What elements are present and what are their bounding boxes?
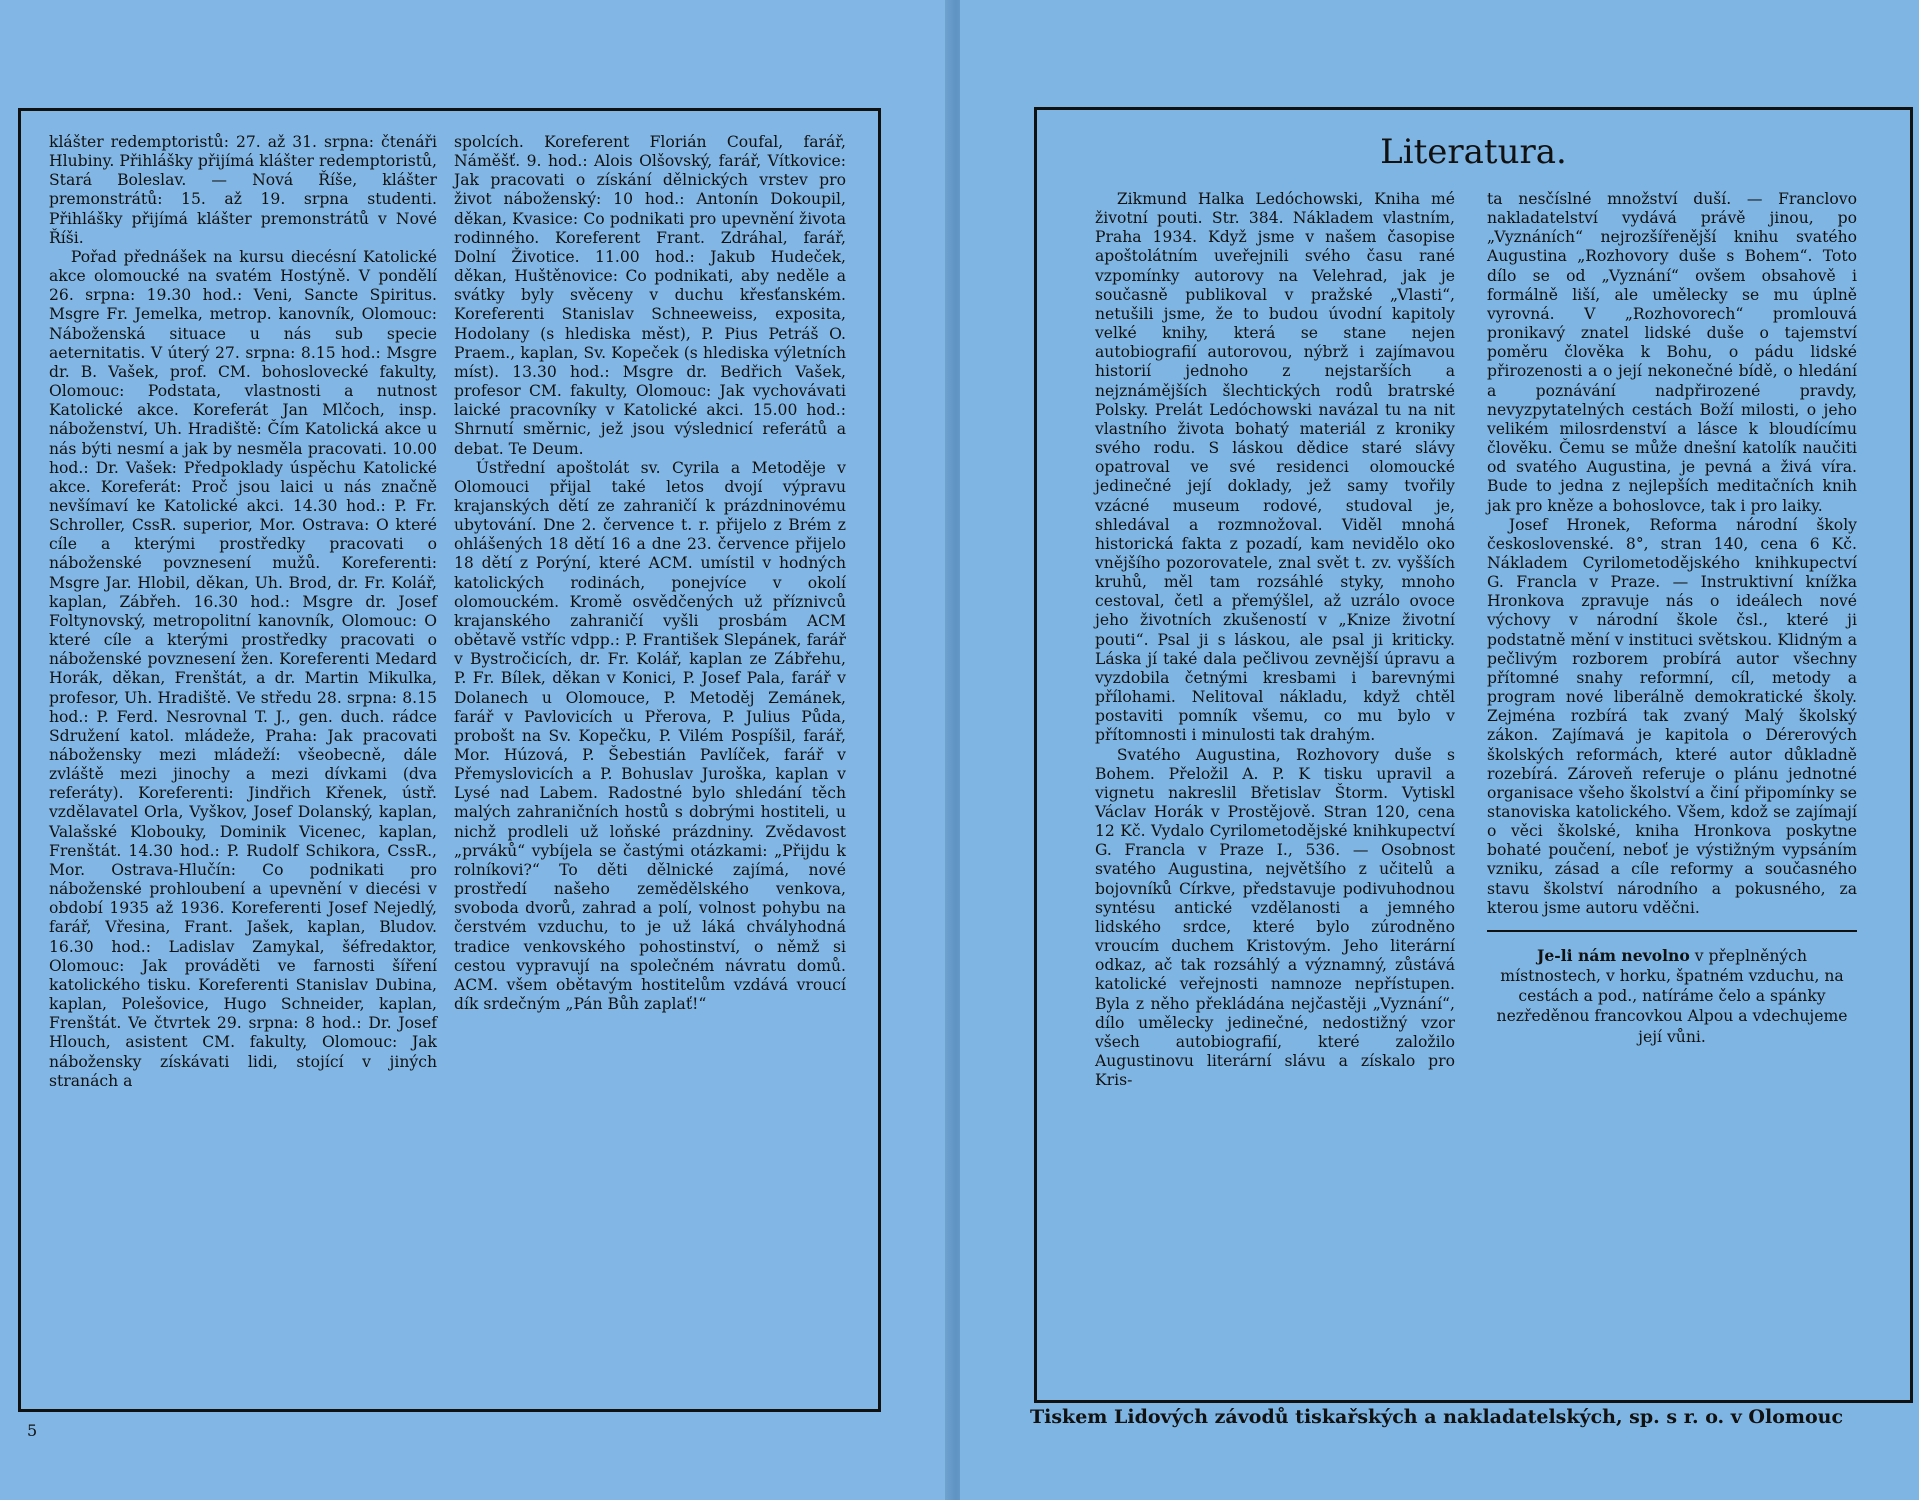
printer-imprint: Tiskem Lidových závodů tiskařských a nakladatelských, sp. s r. o. v Olomouc [1030,1406,1844,1428]
left-page-frame [18,108,881,1412]
page-title: Literatura. [1380,132,1567,172]
left-page [0,0,950,1500]
paragraph-lecture-schedule: Pořad přednášek na kursu diecésní Katolické akce olomoucké na svatém Hostýně. V pondělí 26. srpna: 19.30 hod.: Veni, Sancte Spiritus. Msgre Fr. Jemelka, metrop. kanovník, Olomouc: Náboženská situace u nás sub specie aeternitatis. V úterý 27. srpna: 8.15 hod.: Msgre dr. B. Vašek, prof. CM. bohoslovecké fakulty, Olomouc: Podstata, vlastnosti a nutnost Katolické akce. Koreferát Jan Mlčoch, insp. náboženství, Uh. Hradiště: Čím Katolická akce u nás býti nesmí a jak by nesměla pracovati. 10.00 hod.: Dr. Vašek: Předpoklady úspěchu Katolické akce. Koreferát: Proč jsou laici u nás značně nevšímaví ke Katolické akci. 14.30 hod.: P. Fr. Schroller, CssR. superior, Mor. Ostrava: O které cíle a kterými prostředky pracovati o náboženské povznesení mužů. Koreferenti: Msgre Jar. Hlobil, děkan, Uh. Brod, dr. Fr. Kolář, kaplan, Zábřeh. 16.30 hod.: Msgre dr. Josef Foltynovský, metropolitní kanovník, Olomouc: O které cíle a kterými prostředky pracovati o náboženské povznesení žen. Koreferenti Medard Horák, děkan, Frenštát, a dr. Martin Mikulka, profesor, Uh. Hradiště. Ve středu 28. srpna: 8.15 hod.: P. Ferd. Nesrovnal T. J., gen. duch. rádce Sdružení katol. mládeže, Praha: Jak pracovati nábožensky mezi mládeží: všeobecně, dále zvláště mezi jinochy a mezi dívkami (dva referáty). Koreferenti: Jindřich Křenek, ústř. vzdělavatel Orla, Vyškov, Josef Dolanský, kaplan, Valašské Klobouky, Dominik Vicenec, kaplan, Frenštát. 14.30 hod.: P. Rudolf Schikora, CssR., Mor. Ostrava-Hlučín: Co podnikati pro náboženské prohloubení a upevnění v diecési v období 1935 až 1936. Koreferenti Josef Nejedlý, farář, Vřesina, Frant. Jašek, kaplan, Bludov. 16.30 hod.: Ladislav Zamykal, šéfredaktor, Olomouc: Jak prováděti ve farnosti šíření katolického tisku. Koreferenti Stanislav Dubina, kaplan, Polešovice, Hugo Schneider, kaplan, Frenštát. Ve čtvrtek 29. srpna: 8 hod.: Dr. Josef Hlouch, asistent CM. fakulty, Olomouc: Jak nábožensky získávati lidi, stojící v jiných stranách a [49,247,437,1090]
review-augustine: Svatého Augustina, Rozhovory duše s Bohem. Přeložil A. P. K tisku upravil a vignetu nakreslil Břetislav Štorm. Vytiskl Václav Horák v Prostějově. Stran 120, cena 12 Kč. Vydalo Cyrilometodějské knihkupectví G. Francla v Praze I., 536. — Osobnost svatého Augustina, největšího z učitelů a bojovníků Církve, představuje podivuhodnou syntésu antické vzdělanosti a jemného lidského srdce, které bylo zúrodněno vroucím duchem Kristovým. Jeho literární odkaz, ač tak rozsáhlý a významný, zůstává katolické veřejnosti namnoze nepřístupen. Byla z něho překládána nejčastěji „Vyznání“, dílo umělecky jedinečné, nedostižný vzor všech autobiografií, které založilo Augustinovu literární slávu a získalo pro Kris- [1095,745,1455,1090]
francovka-advert [1487,946,1857,1047]
advert-text: v přeplněných místnostech, v horku, špatném vzduchu, na cestách a pod., natíráme čelo a spánky nezředěnou francovkou Alpou a vdechujeme její vůni. [1496,946,1848,1046]
section-divider [1487,930,1857,932]
left-column-2 [454,133,846,1014]
review-ledochowski: Zikmund Halka Ledóchowski, Kniha mé životní pouti. Str. 384. Nákladem vlastním, Praha 1934. Když jsme v našem časopise apoštolátním uveřejnili svého času rané vzpomínky autorovy na Velehrad, jak je současně publikoval v pražské „Vlasti“, netušili jsme, že to budou úvodní kapitoly velké knihy, která se stane nejen autobiografií autorovou, nýbrž i zajímavou historií jednoho z nejstarších a nejznámějších šlechtických rodů bratrské Polsky. Prelát Ledóchowski navázal tu na nit vlastního života bohatý materiál z kroniky svého rodu. S láskou dědice staré slávy opatroval ve své residenci olomoucké jedinečné její doklady, jež samy tvořily vzácné museum rodové, studoval je, shledával a rozmnožoval. Viděl mnohá historická fakta z pozadí, kam nevidělo oko vnějšího pozorovatele, znal svět t. zv. vyšších kruhů, měl tam rozsáhlé styky, mnoho cestoval, četl a přemýšlel, až uzrálo ovoce jeho životních zkušeností v „Knize životní pouti“. Psal ji s láskou, ale psal ji kriticky. Láska jí také dala pečlivou zevnější úpravu a vyzdobila četnými kresbami i barevnými přílohami. Nelitoval nákladu, když chtěl postaviti pomník všemu, co mu bylo v přítomnosti i minulosti tak drahým. [1095,190,1455,745]
paragraph-schedule-continued: spolcích. Koreferent Florián Coufal, farář, Náměšť. 9. hod.: Alois Olšovský, farář, Vítkovice: Jak pracovati o získání dělnických vrstev pro život náboženský: 10 hod.: Antonín Dokoupil, děkan, Kvasice: Co podnikati pro upevnění života rodinného. Koreferent Frant. Zdráhal, farář, Dolní Životice. 11.00 hod.: Jakub Hudeček, děkan, Huštěnovice: Co podnikati, aby neděle a svátky byly svěceny v duchu křesťanském. Koreferenti Stanislav Schneeweiss, exposita, Hodolany (s hlediska měst), P. Pius Petráš O. Praem., kaplan, Sv. Kopeček (s hlediska výletních míst). 13.30 hod.: Msgre dr. Bedřich Vašek, profesor CM. fakulty, Olomouc: Jak vychovávati laické pracovníky v Katolické akci. 15.00 hod.: Shrnutí směrnic, jež jsou výslednicí referátů a debat. Te Deum. [454,133,846,458]
right-column-1 [1095,190,1455,1090]
paragraph-acm-children: Ústřední apoštolát sv. Cyrila a Metoděje v Olomouci přijal také letos dvojí výpravu krajanských dětí ze zahraničí k prázdninovému ubytování. Dne 2. července t. r. přijelo z Brém z ohlášených 18 dětí 16 a dne 23. července přijelo 18 dětí z Porýní, které ACM. umístil v hodných katolických rodinách, ponejvíce v okolí olomouckém. Kromě osvědčených už příznivců krajanského zahraničí vyšli prosbám ACM obětavě vstříc vdpp.: P. František Slepánek, farář v Bystročicích, dr. Fr. Kolář, kaplan ze Zábřehu, P. Fr. Bílek, děkan v Konici, P. Josef Pala, farář v Dolanech u Olomouce, P. Metoděj Zemánek, farář v Pavlovicích u Přerova, P. Julius Půda, probošt na Sv. Kopečku, P. Vilém Pospíšil, farář, Mor. Húzová, P. Šebestián Pavlíček, farář v Přemyslovicích a P. Bohuslav Juroška, kaplan v Lysé nad Labem. Radostné bylo shledání těch malých zahraničních hostů s dobrými hostiteli, u nichž prodleli už loňské prázdniny. Zvědavost „prváků“ vybíjela se častými otázkami: „Přijdu k rolníkovi?“ To děti dělnické zajímá, nové prostředí našeho zemědělského venkova, svoboda dvorů, zahrad a polí, volnost pohybu na čerstvém vzduchu, to je už láká chvályhodná tradice venkovského pohostinství, o němž si cestou vypravují na společném návratu domů. ACM. všem obětavým hostitelům vzdává vroucí dík srdečným „Pán Bůh zaplať!“ [454,458,846,1014]
right-column-2 [1487,190,1857,1047]
advert-bold-lead: Je-li nám nevolno [1536,945,1690,965]
page-corner-mark: 5 [27,1421,38,1440]
right-page-frame [1034,107,1913,1403]
paragraph-monastery-retreats: klášter redemptoristů: 27. až 31. srpna: čtenáři Hlubiny. Přihlášky přijímá klášter redemptoristů, Stará Boleslav. — Nová Říše, klášter premonstrátů: 15. až 19. srpna studenti. Přihlášky přijímá klášter premonstrátů v Nové Říši. [49,133,437,247]
review-augustine-continued: ta nesčíslné množství duší. — Franclovo nakladatelství vydává právě jinou, po „Vyznáních“ nejrozšířenější knihu svatého Augustina „Rozhovory duše s Bohem“. Toto dílo se od „Vyznání“ ovšem obsahově i formálně liší, ale umělecky se mu úplně vyrovná. V „Rozhovorech“ promlouvá pronikavý znatel lidské duše o tajemství poměru člověka k Bohu, o pádu lidské přirozenosti a o její nekonečné bídě, o hledání a poznávání nadpřirozené pravdy, nevyzpytatelných cestách Boží milosti, o jeho velikém milosrdenství a lásce k bloudícímu člověku. Čemu se může dnešní katolík naučiti od svatého Augustina, je pevná a živá víra. Bude to jedna z nejlepších meditačních knih jak pro kněze a bohoslovce, tak i pro laiky. [1487,190,1857,515]
review-hronek: Josef Hronek, Reforma národní školy československé. 8°, stran 140, cena 6 Kč. Nákladem Cyrilometodějského knihkupectví G. Francla v Praze. — Instruktivní knížka Hronkova zpravuje nás o ideálech nové výchovy v národní škole čsl., které ji podstatně mění v instituci světskou. Klidným a pečlivým rozborem probírá autor všechny přítomné snahy reformní, cíl, metody a program nové liberálně demokratické školy. Zejména rozbírá tak zvaný Malý školský zákon. Zajímavá je kapitola o Dérerových školských reformách, které autor důkladně rozebírá. Zároveň referuje o plánu jednotné organisace všeho školství a činí připomínky se stanoviska katolického. Všem, kdož se zajímají o věci školské, kniha Hronkova poskytne bohaté poučení, neboť je výstižným vypsáním vzniku, zásad a cíle reformy a současného stavu školství národního a pokusného, za kterou jsme autoru vděčni. [1487,515,1857,917]
left-column-1 [49,133,437,1091]
